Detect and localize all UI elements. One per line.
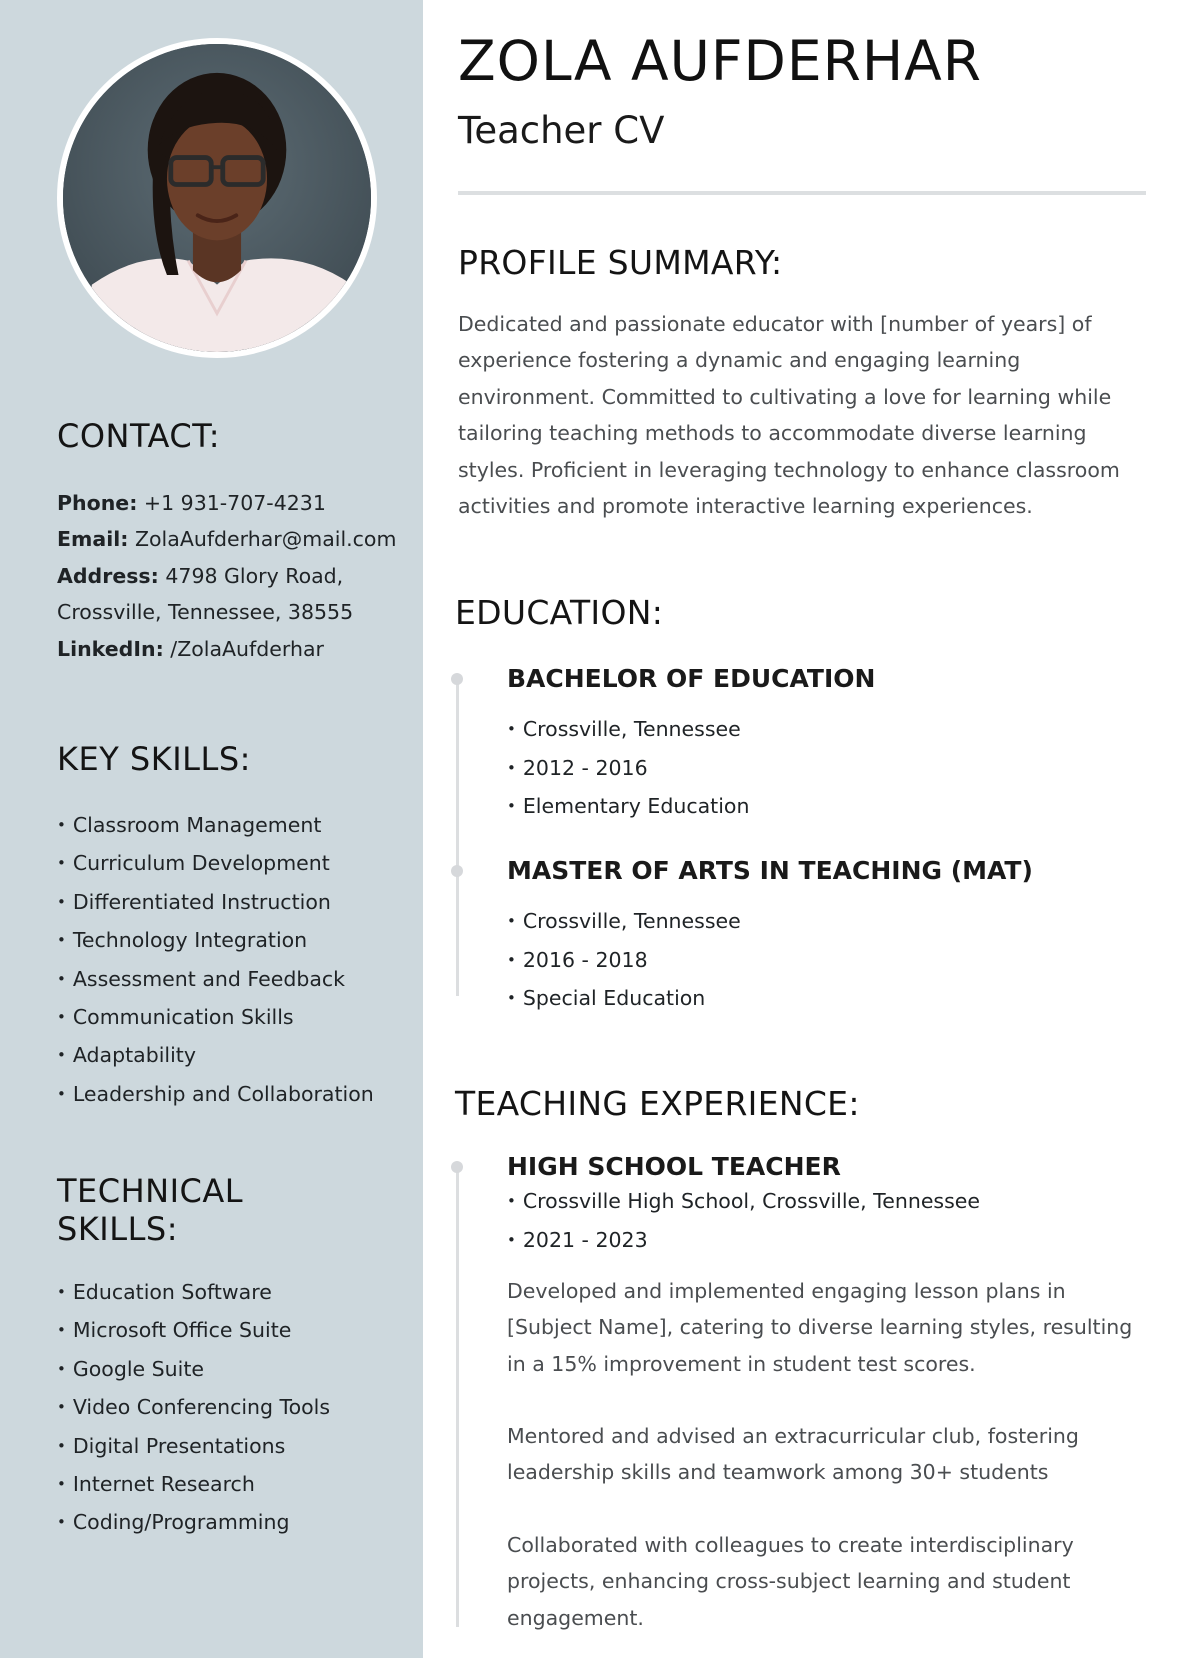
contact-address [57, 558, 407, 594]
job-detail: • 2021 - 2023 [507, 1222, 980, 1261]
key-skill-item: • Communication Skills [57, 999, 407, 1037]
technical-skill-item: • Video Conferencing Tools [57, 1389, 407, 1427]
job-achievement: Developed and implemented engaging lesson plans in [Subject Name], catering to diverse learning styles, resulting in a 15% improvement in student test scores. [507, 1279, 1133, 1376]
education-details [507, 903, 741, 1019]
contact-list [57, 485, 407, 667]
education-heading: EDUCATION: [455, 593, 664, 632]
email-label: Email: [57, 527, 129, 552]
technical-skills-heading [57, 1172, 243, 1248]
profile-summary-heading: PROFILE SUMMARY: [458, 243, 783, 282]
timeline-dot-icon [451, 673, 463, 685]
technical-skill-item: • Google Suite [57, 1351, 407, 1389]
portrait-image [63, 44, 371, 352]
address-label: Address: [57, 563, 159, 588]
job-achievement: Mentored and advised an extracurricular club, fostering leadership skills and teamwork among 30+ students [507, 1424, 1079, 1485]
education-details [507, 711, 749, 827]
technical-skill-item: • Microsoft Office Suite [57, 1312, 407, 1350]
education-detail: • Crossville, Tennessee [507, 711, 749, 750]
key-skill-item: • Technology Integration [57, 922, 407, 960]
phone-label: Phone: [57, 491, 138, 515]
technical-skills-list [57, 1274, 407, 1543]
key-skill-item: • Leadership and Collaboration [57, 1076, 407, 1114]
contact-email [57, 521, 407, 557]
education-detail: • 2012 - 2016 [507, 750, 749, 789]
timeline-dot-icon [451, 1161, 463, 1173]
sidebar [0, 0, 423, 1658]
experience-heading: TEACHING EXPERIENCE: [455, 1084, 860, 1123]
linkedin-label: LinkedIn: [57, 636, 164, 661]
profile-photo [57, 38, 377, 358]
linkedin-value[interactable]: /ZolaAufderhar [163, 636, 324, 661]
education-detail: • Crossville, Tennessee [507, 903, 741, 942]
timeline-dot-icon [451, 865, 463, 877]
education-detail: • Elementary Education [507, 788, 749, 827]
education-detail: • 2016 - 2018 [507, 942, 741, 981]
key-skill-item: • Assessment and Feedback [57, 961, 407, 999]
education-timeline [456, 678, 459, 996]
email-value[interactable]: ZolaAufderhar@mail.com [128, 527, 397, 552]
technical-skill-item: • Education Software [57, 1274, 407, 1312]
technical-skills-heading-line1: TECHNICAL [57, 1172, 244, 1210]
job-details [507, 1183, 980, 1260]
experience-timeline [456, 1167, 459, 1627]
education-degree: MASTER OF ARTS IN TEACHING (MAT) [507, 856, 1033, 885]
document-subtitle: Teacher CV [458, 109, 665, 152]
key-skill-item: • Curriculum Development [57, 845, 407, 883]
education-detail: • Special Education [507, 980, 741, 1019]
contact-phone [57, 485, 407, 521]
job-achievement: Collaborated with colleagues to create interdisciplinary projects, enhancing cross-subject learning and student engagement. [507, 1533, 1074, 1630]
key-skill-item: • Adaptability [57, 1037, 407, 1075]
contact-linkedin [57, 631, 407, 667]
technical-skill-item: • Digital Presentations [57, 1428, 407, 1466]
technical-skills-heading-line2: SKILLS: [57, 1210, 178, 1248]
education-degree: BACHELOR OF EDUCATION [507, 664, 876, 693]
job-title: HIGH SCHOOL TEACHER [507, 1152, 841, 1181]
phone-value[interactable]: +1 931-707-4231 [137, 491, 326, 515]
candidate-name: ZOLA AUFDERHAR [458, 29, 983, 93]
key-skills-heading: KEY SKILLS: [57, 740, 251, 778]
header-divider [458, 191, 1146, 195]
technical-skill-item: • Coding/Programming [57, 1504, 407, 1542]
key-skill-item: • Classroom Management [57, 807, 407, 845]
job-detail: • Crossville High School, Crossville, Tennessee [507, 1183, 980, 1222]
profile-summary-text: Dedicated and passionate educator with [number of years] of experience fostering a dynamic and engaging learning environment. Committed to cultivating a love for learning while tailoring teaching methods to accommodate diverse learning styles. Proficient in leveraging technology to enhance classroom activities and promote interactive learning experiences. [458, 312, 1120, 519]
address-value: 4798 Glory Road, [158, 563, 344, 588]
key-skills-list [57, 807, 407, 1114]
technical-skill-item: • Internet Research [57, 1466, 407, 1504]
key-skill-item: • Differentiated Instruction [57, 884, 407, 922]
contact-address-line2: Crossville, Tennessee, 38555 [57, 600, 354, 625]
contact-heading: CONTACT: [57, 417, 221, 455]
